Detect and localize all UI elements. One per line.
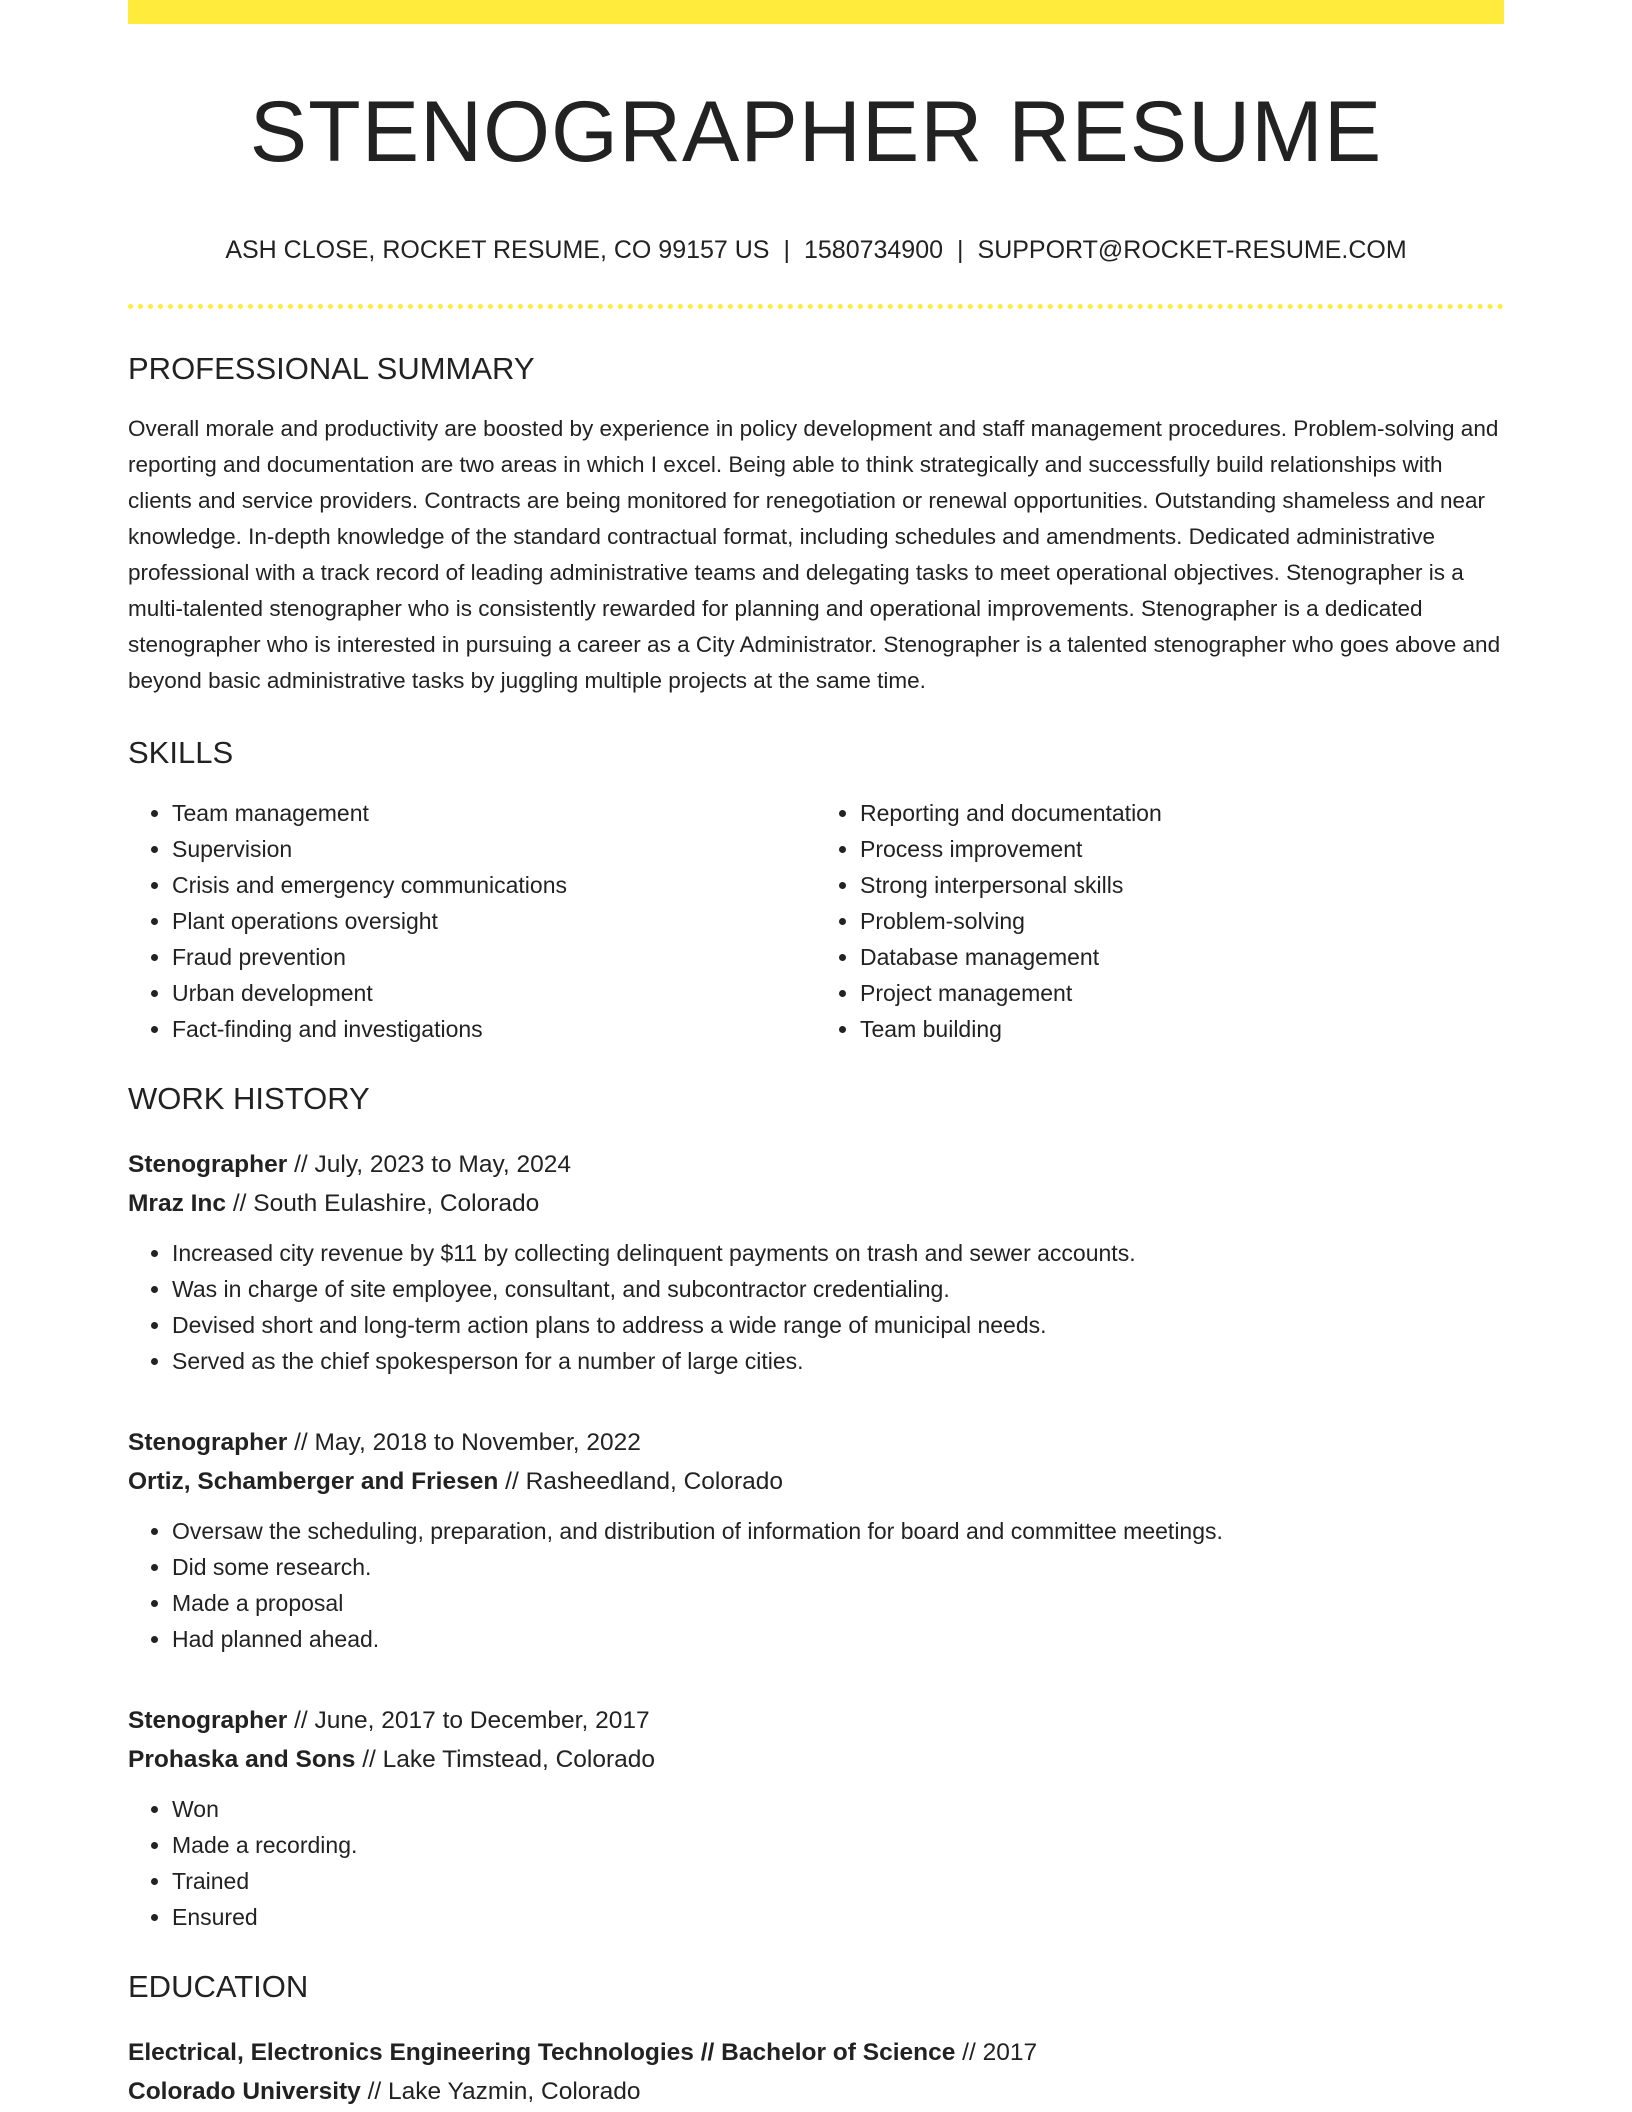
skills-list-left	[128, 795, 816, 1047]
contact-phone: 1580734900	[803, 236, 944, 264]
contact-email: SUPPORT@ROCKET-RESUME.COM	[977, 236, 1407, 264]
education-location: Lake Yazmin, Colorado	[388, 2078, 641, 2105]
education-year: 2017	[982, 2039, 1038, 2066]
delimiter: //	[955, 2039, 983, 2066]
accent-top-bar	[128, 0, 1504, 24]
dotted-divider	[128, 304, 1504, 309]
skill-item: • Team management	[172, 795, 816, 831]
job-bullet: • Trained	[172, 1863, 1504, 1899]
delimiter: //	[287, 1429, 315, 1456]
education-school: Colorado University	[128, 2078, 361, 2105]
job-bullet: • Increased city revenue by $11 by collecting delinquent payments on trash and sewer accounts.	[172, 1235, 1504, 1271]
job-bullet: • Was in charge of site employee, consultant, and subcontractor credentialing.	[172, 1271, 1504, 1307]
job-bullet: • Served as the chief spokesperson for a number of large cities.	[172, 1343, 1504, 1379]
skill-item: • Fact-finding and investigations	[172, 1011, 816, 1047]
delimiter: //	[498, 1468, 526, 1495]
job-bullet: • Ensured	[172, 1899, 1504, 1935]
job-company: Mraz Inc	[128, 1190, 227, 1217]
skills-grid	[128, 795, 1504, 1047]
job-bullets	[128, 1791, 1504, 1935]
job-bullet: • Made a proposal	[172, 1585, 1504, 1621]
job-entry	[128, 1701, 1504, 1935]
job-bullets	[128, 1513, 1504, 1657]
skill-item: • Strong interpersonal skills	[860, 867, 1504, 903]
skill-item: • Crisis and emergency communications	[172, 867, 816, 903]
contact-address: ASH CLOSE, ROCKET RESUME, CO 99157 US	[225, 236, 770, 264]
contact-separator: |	[957, 236, 964, 264]
delimiter: //	[360, 2078, 389, 2105]
job-title-line	[128, 1701, 1504, 1740]
job-title: Stenographer	[128, 1707, 288, 1734]
resume-content	[128, 24, 1504, 2111]
job-bullet: • Devised short and long-term action plans to address a wide range of municipal needs.	[172, 1307, 1504, 1343]
job-dates: May, 2018 to November, 2022	[314, 1429, 641, 1456]
resume-title: STENOGRAPHER RESUME	[249, 84, 1383, 180]
skill-item: • Problem-solving	[860, 903, 1504, 939]
skill-item: • Fraud prevention	[172, 939, 816, 975]
job-entry	[128, 1145, 1504, 1379]
education-degree: Electrical, Electronics Engineering Technologies // Bachelor of Science	[128, 2039, 956, 2066]
job-bullet: • Had planned ahead.	[172, 1621, 1504, 1657]
job-bullets	[128, 1235, 1504, 1379]
skill-item: • Plant operations oversight	[172, 903, 816, 939]
job-company-line	[128, 1184, 1504, 1223]
delimiter: //	[355, 1746, 383, 1773]
skill-item: • Process improvement	[860, 831, 1504, 867]
skill-item: • Database management	[860, 939, 1504, 975]
job-company-line	[128, 1462, 1504, 1501]
work-history-heading: WORK HISTORY	[128, 1081, 370, 1116]
job-bullet: • Oversaw the scheduling, preparation, and distribution of information for board and committee meetings.	[172, 1513, 1504, 1549]
job-location: Lake Timstead, Colorado	[382, 1746, 655, 1773]
education-heading: EDUCATION	[128, 1969, 309, 2004]
job-dates: June, 2017 to December, 2017	[314, 1707, 650, 1734]
education-school-line	[128, 2072, 1504, 2111]
contact-separator: |	[783, 236, 790, 264]
skills-list-right	[816, 795, 1504, 1047]
skill-item: • Reporting and documentation	[860, 795, 1504, 831]
job-bullet: • Made a recording.	[172, 1827, 1504, 1863]
job-title-line	[128, 1145, 1504, 1184]
contact-line	[128, 234, 1504, 266]
job-company: Prohaska and Sons	[128, 1746, 356, 1773]
education-degree-line	[128, 2033, 1504, 2072]
skill-item: • Team building	[860, 1011, 1504, 1047]
job-bullet: • Did some research.	[172, 1549, 1504, 1585]
summary-heading: PROFESSIONAL SUMMARY	[128, 351, 535, 386]
job-entry	[128, 1423, 1504, 1657]
job-location: South Eulashire, Colorado	[253, 1190, 540, 1217]
skill-item: • Project management	[860, 975, 1504, 1011]
summary-text: Overall morale and productivity are boosted by experience in policy development and staff management procedures. Problem-solving and reporting and documentation are two areas in which I excel. Being able to think strategically and successfully build relationships with clients and service providers. Contracts are being monitored for renegotiation or renewal opportunities. Outstanding shameless and near knowledge. In-depth knowledge of the standard contractual format, including schedules and amendments. Dedicated administrative professional with a track record of leading administrative teams and delegating tasks to meet operational objectives. Stenographer is a multi-talented stenographer who is consistently rewarded for planning and operational improvements. Stenographer is a dedicated stenographer who is interested in pursuing a career as a City Administrator. Stenographer is a talented stenographer who goes above and beyond basic administrative tasks by juggling multiple projects at the same time.	[128, 416, 1501, 693]
job-title: Stenographer	[128, 1151, 288, 1178]
delimiter: //	[287, 1707, 315, 1734]
job-title: Stenographer	[128, 1429, 288, 1456]
job-title-line	[128, 1423, 1504, 1462]
job-location: Rasheedland, Colorado	[525, 1468, 784, 1495]
job-company: Ortiz, Schamberger and Friesen	[128, 1468, 499, 1495]
delimiter: //	[287, 1151, 315, 1178]
education-entry	[128, 2033, 1504, 2111]
delimiter: //	[226, 1190, 254, 1217]
skill-item: • Supervision	[172, 831, 816, 867]
skills-heading: SKILLS	[128, 735, 234, 770]
skill-item: • Urban development	[172, 975, 816, 1011]
job-dates: July, 2023 to May, 2024	[314, 1151, 572, 1178]
job-company-line	[128, 1740, 1504, 1779]
job-bullet: • Won	[172, 1791, 1504, 1827]
